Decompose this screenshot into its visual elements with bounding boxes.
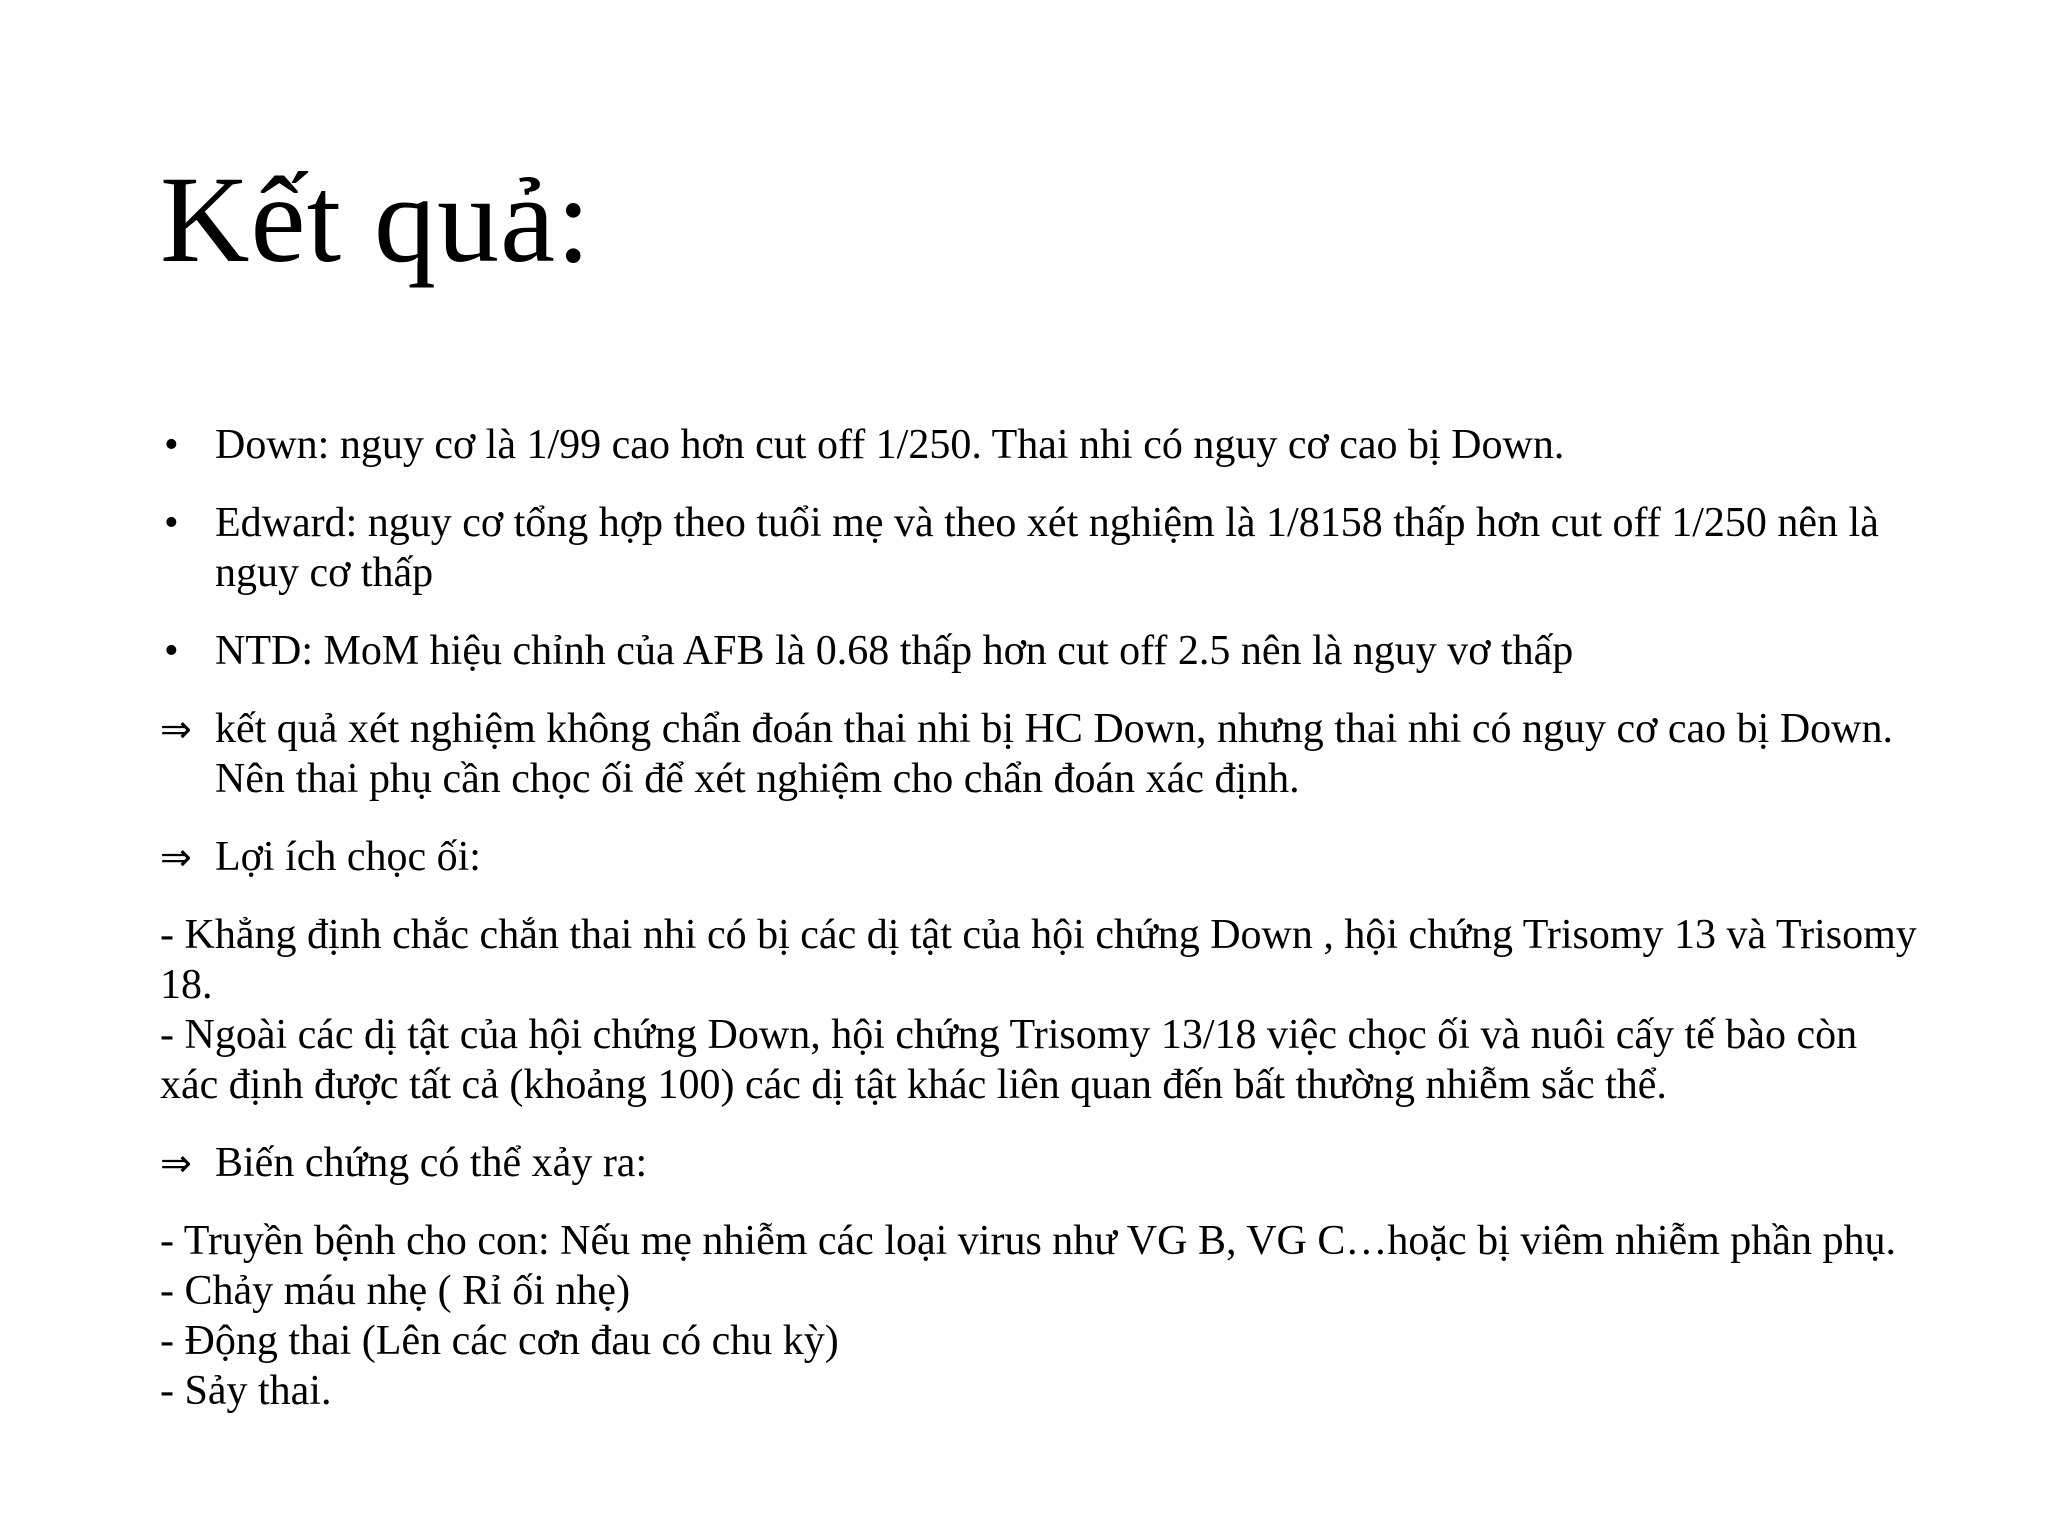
benefit-line: - Ngoài các dị tật của hội chứng Down, hội chứng Trisomy 13/18 việc chọc ối và nuôi cấy tế bào còn xác định được tất cả (khoảng 100) các dị tật khác liên quan đến bất thường nhiễm sắc thể. (160, 1012, 1858, 1108)
bullet-item (160, 498, 1920, 598)
bullet-marker: • (164, 500, 179, 546)
benefit-line: - Khẳng định chắc chắn thai nhi có bị các dị tật của hội chứng Down , hội chứng Trisomy 13 và Trisomy 18. (160, 912, 1917, 1008)
benefits-list (160, 910, 1920, 1110)
conclusion-item (160, 704, 1920, 804)
arrow-icon: ⇒ (160, 1141, 192, 1185)
complication-line: - Chảy máu nhẹ ( Rỉ ối nhẹ) (160, 1268, 631, 1314)
bullet-marker: • (164, 628, 179, 674)
complications-heading-item (160, 1138, 1920, 1188)
bullet-text-edward: Edward: nguy cơ tổng hợp theo tuổi mẹ và theo xét nghiệm là 1/8158 thấp hơn cut off 1/250 nên là nguy cơ thấp (215, 500, 1879, 596)
complication-line: - Truyền bệnh cho con: Nếu mẹ nhiễm các loại virus như VG B, VG C…hoặc bị viêm nhiễm phần phụ. (160, 1218, 1896, 1264)
bullet-item (160, 626, 1920, 676)
complication-line: - Động thai (Lên các cơn đau có chu kỳ) (160, 1318, 839, 1364)
benefits-heading: Lợi ích chọc ối: (215, 834, 481, 880)
benefits-heading-item (160, 832, 1920, 882)
conclusion-text: kết quả xét nghiệm không chẩn đoán thai nhi bị HC Down, nhưng thai nhi có nguy cơ cao bị Down. Nên thai phụ cần chọc ối để xét nghiệm cho chẩn đoán xác định. (215, 706, 1894, 802)
bullet-text-ntd: NTD: MoM hiệu chỉnh của AFB là 0.68 thấp hơn cut off 2.5 nên là nguy vơ thấp (215, 628, 1574, 674)
bullet-item (160, 420, 1920, 470)
slide-title: Kết quả: (160, 151, 592, 288)
complication-line: - Sảy thai. (160, 1368, 332, 1414)
arrow-icon: ⇒ (160, 707, 192, 751)
bullet-text-down: Down: nguy cơ là 1/99 cao hơn cut off 1/250. Thai nhi có nguy cơ cao bị Down. (215, 422, 1565, 468)
complications-heading: Biến chứng có thể xảy ra: (215, 1140, 648, 1186)
complications-list (160, 1216, 1920, 1416)
slide-content (160, 420, 1920, 1444)
bullet-marker: • (164, 422, 179, 468)
arrow-icon: ⇒ (160, 835, 192, 879)
